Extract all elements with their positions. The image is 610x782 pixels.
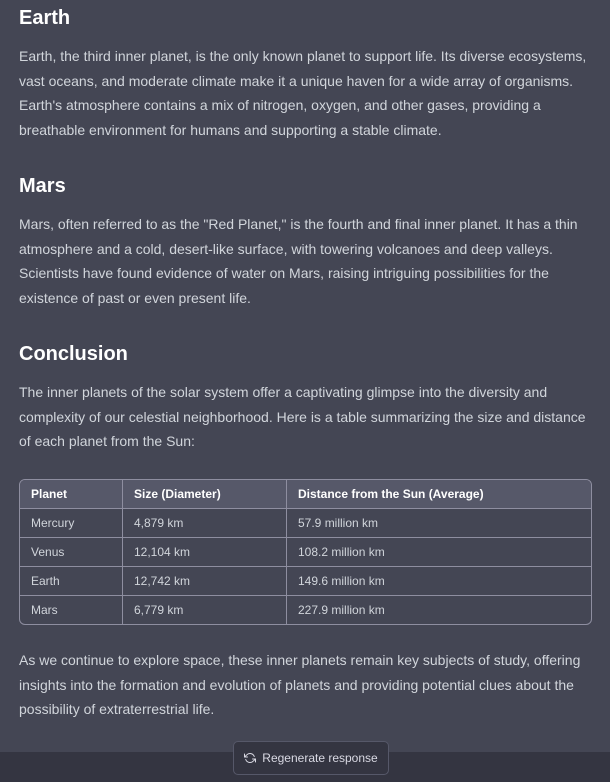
table-row bbox=[20, 567, 591, 596]
table-row bbox=[20, 538, 591, 567]
table-row bbox=[20, 509, 591, 538]
regenerate-response-button[interactable] bbox=[233, 741, 389, 775]
section-paragraph-conclusion: The inner planets of the solar system offer a captivating glimpse into the diversity and complexity of our celestial neighborhood. Here is a table summarizing the size and distance of each planet from the Sun: bbox=[19, 384, 586, 450]
closing-paragraph: As we continue to explore space, these inner planets remain key subjects of study, offering insights into the formation and evolution of planets and providing potential clues about the possibility of extraterrestrial life. bbox=[19, 652, 581, 718]
table-cell-planet: Mercury bbox=[20, 509, 123, 538]
table-cell-size: 12,104 km bbox=[123, 538, 287, 567]
table-cell-distance: 149.6 million km bbox=[287, 567, 592, 596]
table-header-row bbox=[20, 480, 591, 509]
table-cell-distance: 57.9 million km bbox=[287, 509, 592, 538]
table-cell-size: 6,779 km bbox=[123, 596, 287, 625]
section-heading-conclusion: Conclusion bbox=[19, 343, 128, 365]
refresh-icon bbox=[244, 752, 256, 764]
table-cell-size: 12,742 km bbox=[123, 567, 287, 596]
section-heading-mars: Mars bbox=[19, 175, 66, 197]
table-header-distance: Distance from the Sun (Average) bbox=[287, 480, 592, 509]
table-cell-size: 4,879 km bbox=[123, 509, 287, 538]
section-paragraph-mars: Mars, often referred to as the "Red Planet," is the fourth and final inner planet. It has a thin atmosphere and a cold, desert-like surface, with towering volcanoes and deep valleys. Scientists have found evidence of water on Mars, raising intriguing possibilities for the existence of past or even present life. bbox=[19, 216, 578, 307]
table-header-size: Size (Diameter) bbox=[123, 480, 287, 509]
table-header-planet: Planet bbox=[20, 480, 123, 509]
section-heading-earth: Earth bbox=[19, 7, 71, 29]
section-paragraph-earth: Earth, the third inner planet, is the only known planet to support life. Its diverse ecosystems, vast oceans, and moderate climate make it a unique haven for a wide array of organisms. Earth's atmosphere contains a mix of nitrogen, oxygen, and other gases, providing a breathable environment for humans and supporting a stable climate. bbox=[19, 48, 587, 139]
table-cell-distance: 108.2 million km bbox=[287, 538, 592, 567]
table-row bbox=[20, 596, 591, 625]
table-cell-distance: 227.9 million km bbox=[298, 603, 385, 617]
table-cell-planet: Mars bbox=[20, 596, 123, 625]
table-cell-planet: Venus bbox=[20, 538, 123, 567]
planet-table bbox=[19, 479, 592, 625]
regenerate-label: Regenerate response bbox=[262, 751, 378, 765]
table-cell-planet: Earth bbox=[20, 567, 123, 596]
